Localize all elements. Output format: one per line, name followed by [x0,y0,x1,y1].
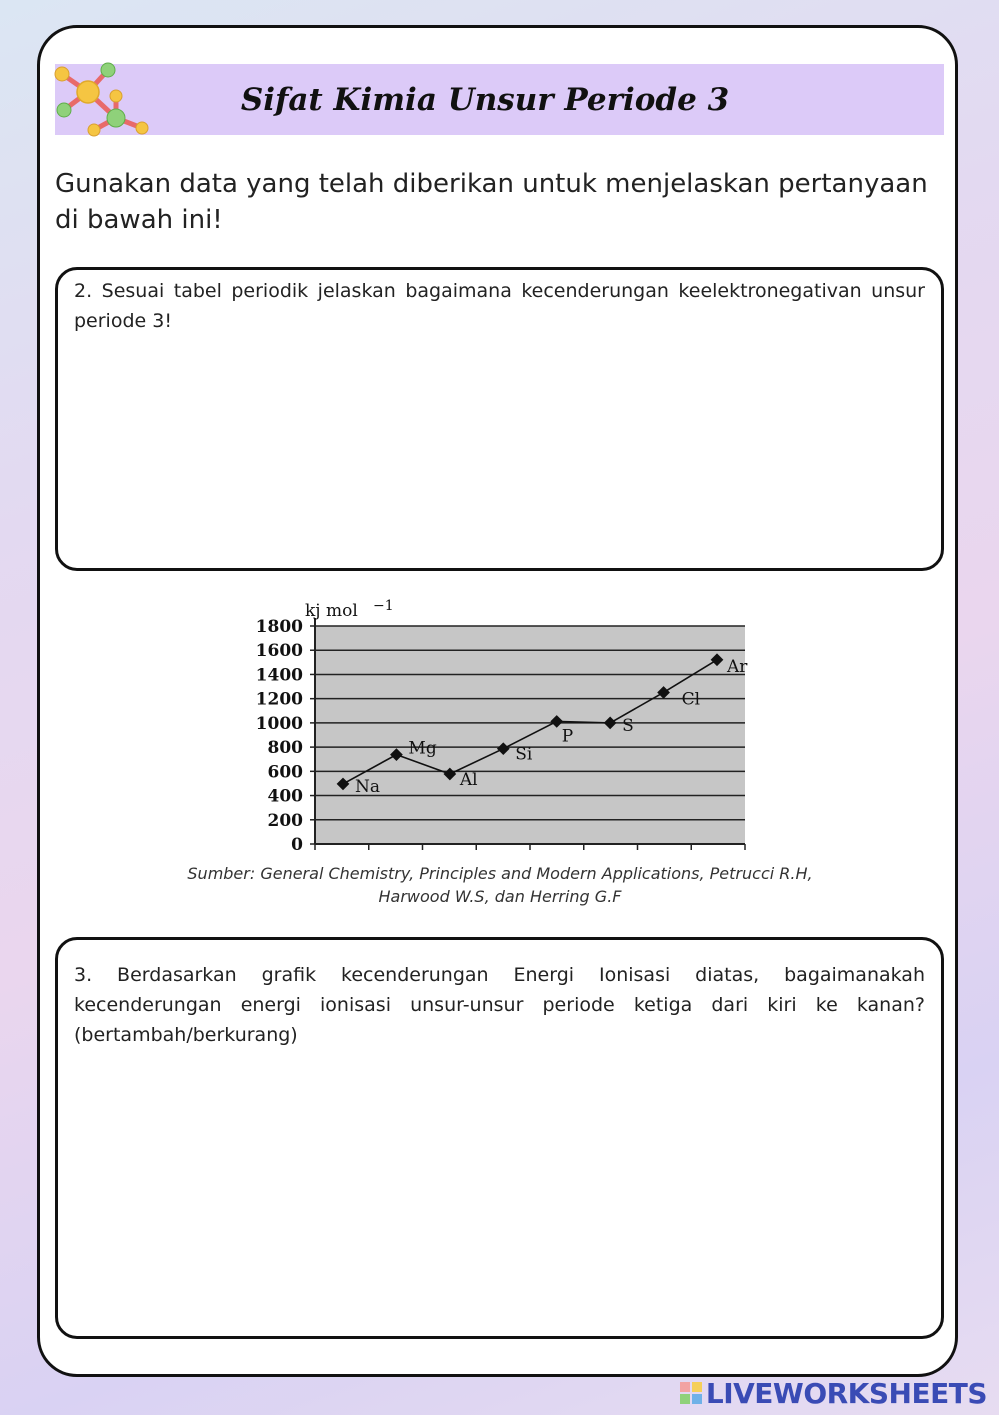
question-3-text: 3. Berdasarkan grafik kecenderungan Energi Ionisasi diatas, bagaimanakah kecenderungan energi ionisasi unsur-unsur periode ketiga dari kiri ke kanan? (bertambah/berkurang) [74,964,925,1046]
ionization-energy-chart [240,590,780,862]
y-tick-label: 1600 [255,641,303,662]
y-tick-label: 600 [267,762,303,783]
question-3-answer-input[interactable] [74,1056,925,1320]
data-point-label: Mg [408,738,437,759]
y-tick-label: 1800 [255,617,303,637]
molecule-icon [50,60,150,140]
data-point-label: Ar [727,656,748,677]
y-axis-label: kj mol [305,601,358,621]
chart-source-caption [150,862,850,908]
caption-line-2: Harwood W.S, dan Herring G.F [378,887,622,906]
data-point-label: S [622,715,634,736]
y-axis-label-superscript: −1 [373,598,394,614]
liveworksheets-logo-mark [680,1382,702,1404]
y-tick-label: 800 [267,738,303,759]
y-tick-label: 1000 [255,713,303,734]
y-tick-label: 0 [291,835,303,855]
data-point-label: Si [515,744,533,765]
instruction-text: Gunakan data yang telah diberikan untuk menjelaskan pertanyaan di bawah ini! [55,169,928,235]
y-tick-label: 400 [267,786,303,807]
data-point-label: Al [459,769,478,790]
y-tick-label: 1400 [255,665,303,686]
data-point-label: Na [355,776,381,797]
data-point-label: Cl [681,689,701,710]
question-2-text: 2. Sesuai tabel periodik jelaskan bagaimana kecenderungan keelektronegativan unsur periode 3! [74,280,925,332]
y-tick-label: 1200 [255,689,303,710]
liveworksheets-logo [680,1376,987,1410]
data-point-label: P [561,726,574,747]
caption-line-1: Sumber: General Chemistry, Principles and Modern Applications, Petrucci R.H, [187,864,813,883]
worksheet-title: Sifat Kimia Unsur Periode 3 [240,81,730,118]
y-tick-label: 200 [267,810,303,831]
question-2-box [55,267,944,571]
question-2-answer-input[interactable] [74,344,925,552]
liveworksheets-brand-name: LIVEWORKSHEETS [705,1376,987,1410]
question-3-box [55,937,944,1339]
